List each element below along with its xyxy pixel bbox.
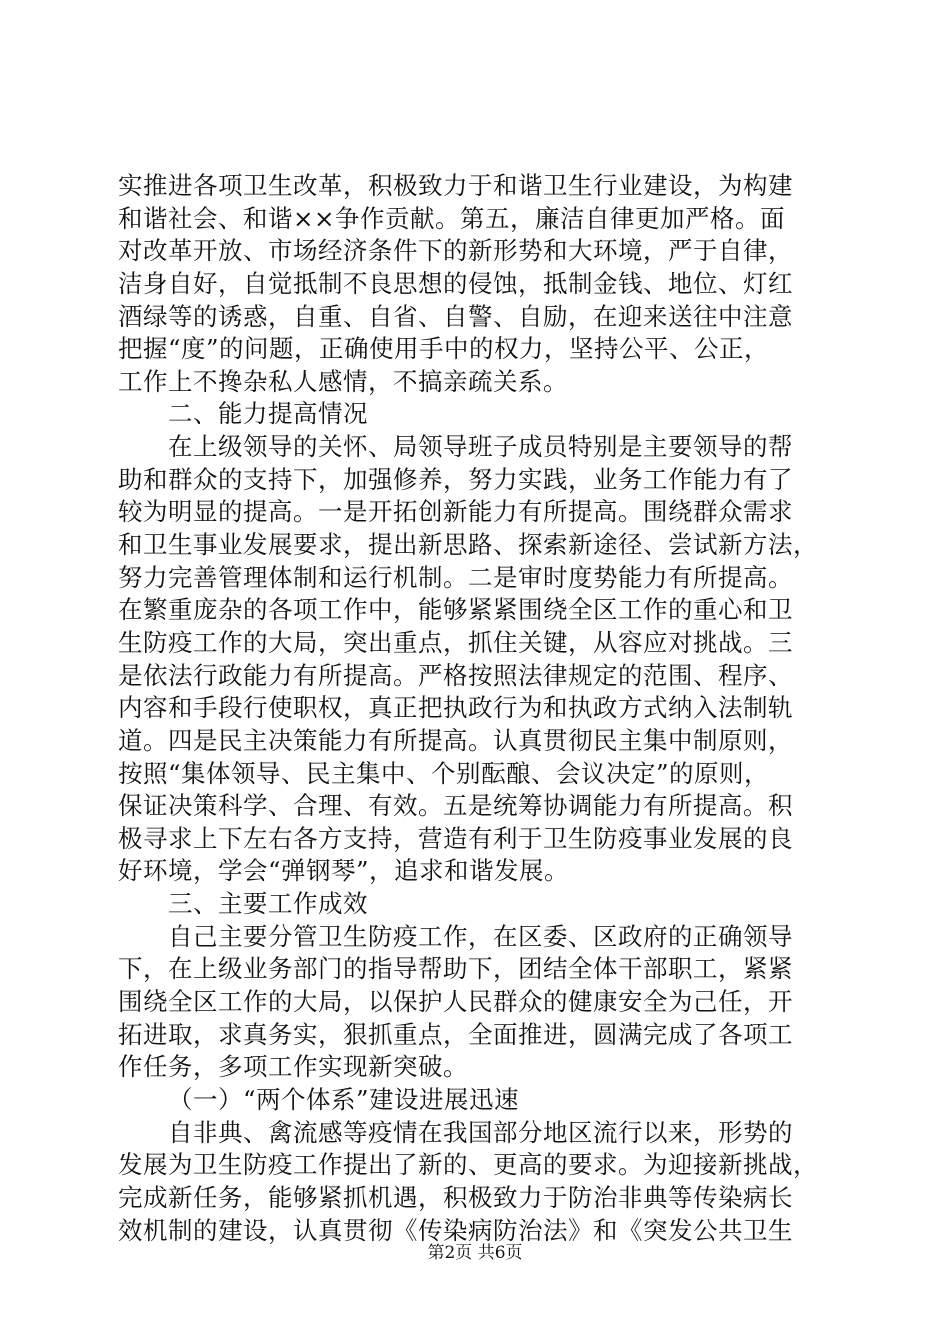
paragraph-line: 极寻求上下左右各方支持，营造有利于卫生防疫事业发展的良	[118, 823, 793, 853]
paragraph-line: 完成新任务，能够紧抓机遇，积极致力于防治非典等传染病长	[118, 1182, 793, 1212]
paragraph-line: 自非典、禽流感等疫情在我国部分地区流行以来，形势的	[168, 1117, 793, 1147]
paragraph-line: 是依法行政能力有所提高。严格按照法律规定的范围、程序、	[118, 660, 793, 690]
paragraph-line: 作任务，多项工作实现新突破。	[118, 1052, 468, 1082]
paragraph-line: 下，在上级业务部门的指导帮助下，团结全体干部职工，紧紧	[118, 954, 793, 984]
paragraph-line: 内容和手段行使职权，真正把执政行为和执政方式纳入法制轨	[118, 693, 793, 723]
paragraph-line: 围绕全区工作的大局，以保护人民群众的健康安全为己任，开	[118, 987, 793, 1017]
paragraph-line: 对改革开放、市场经济条件下的新形势和大环境，严于自律，	[118, 236, 793, 266]
paragraph-line: 在上级领导的关怀、局领导班子成员特别是主要领导的帮	[168, 432, 793, 462]
page-footer: 第2页 共6页	[427, 1243, 523, 1263]
paragraph-line: 生防疫工作的大局，突出重点，抓住关键，从容应对挑战。三	[118, 627, 793, 657]
paragraph-line: 三、主要工作成效	[168, 889, 368, 919]
paragraph-line: 好环境，学会“弹钢琴”，追求和谐发展。	[118, 856, 570, 886]
paragraph-line: 二、能力提高情况	[168, 399, 368, 429]
paragraph-line: 道。四是民主决策能力有所提高。认真贯彻民主集中制原则，	[118, 725, 793, 755]
paragraph-line: 洁身自好，自觉抵制不良思想的侵蚀，抵制金钱、地位、灯红	[118, 268, 793, 298]
paragraph-line: 自己主要分管卫生防疫工作，在区委、区政府的正确领导	[168, 921, 793, 951]
paragraph-line: 工作上不搀杂私人感情，不搞亲疏关系。	[118, 366, 568, 396]
paragraph-line: 助和群众的支持下，加强修养，努力实践，业务工作能力有了	[118, 464, 793, 494]
paragraph-line: 拓进取，求真务实，狠抓重点，全面推进，圆满完成了各项工	[118, 1019, 793, 1049]
paragraph-line: 把握“度”的问题，正确使用手中的权力，坚持公平、公正，	[118, 334, 770, 364]
paragraph-line: 酒绿等的诱惑，自重、自省、自警、自励，在迎来送往中注意	[118, 301, 793, 331]
paragraph-line: 效机制的建设，认真贯彻《传染病防治法》和《突发公共卫生	[118, 1215, 793, 1245]
paragraph-line: 和卫生事业发展要求，提出新思路、探索新途径、尝试新方法，	[118, 530, 818, 560]
document-body	[118, 170, 838, 1247]
paragraph-line: 努力完善管理体制和运行机制。二是审时度势能力有所提高。	[118, 562, 793, 592]
paragraph-line: 实推进各项卫生改革，积极致力于和谐卫生行业建设，为构建	[118, 171, 793, 200]
paragraph-line: 较为明显的提高。一是开拓创新能力有所提高。围绕群众需求	[118, 497, 793, 527]
paragraph-line: 保证决策科学、合理、有效。五是统筹协调能力有所提高。积	[118, 791, 793, 821]
paragraph-line: 发展为卫生防疫工作提出了新的、更高的要求。为迎接新挑战，	[118, 1150, 818, 1180]
paragraph-line: 在繁重庞杂的各项工作中，能够紧紧围绕全区工作的重心和卫	[118, 595, 793, 625]
paragraph-line: （一）“两个体系”建设进展迅速	[168, 1084, 520, 1114]
paragraph-line: 和谐社会、和谐××争作贡献。第五，廉洁自律更加严格。面	[118, 203, 786, 233]
paragraph-line: 按照“集体领导、民主集中、个别酝酿、会议决定”的原则，	[118, 758, 770, 788]
